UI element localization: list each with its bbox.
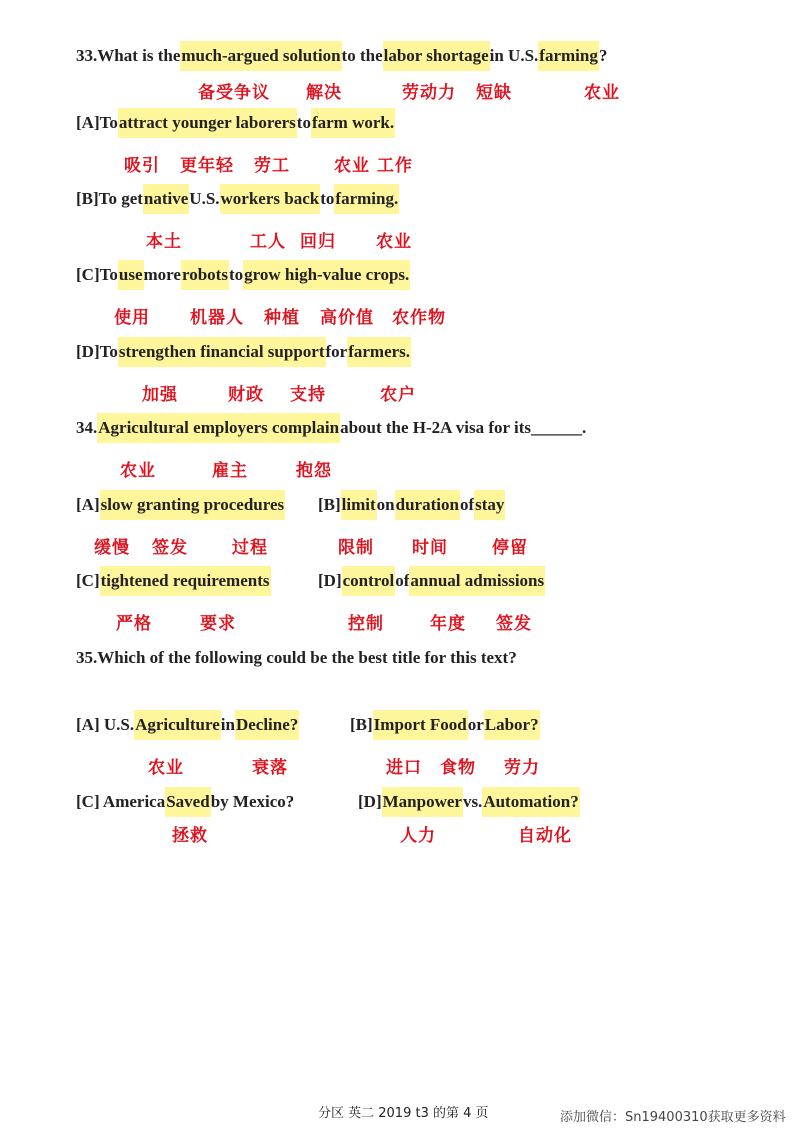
q34-option-c[interactable]: [C]tightened requirements xyxy=(76,566,271,596)
annotation: 本土 xyxy=(146,232,182,252)
annotation: 限制 xyxy=(338,538,374,558)
q35-option-b[interactable]: [B]Import FoodorLabor? xyxy=(350,710,540,740)
annotation: 年度 xyxy=(430,614,466,634)
annotation: 缓慢 xyxy=(94,538,130,558)
annotation: 解决 xyxy=(306,83,342,103)
annotation: 支持 xyxy=(290,385,326,405)
annotation: 衰落 xyxy=(252,758,288,778)
annotation: 食物 xyxy=(440,758,476,778)
q33-option-c[interactable]: [C]Tousemorerobotstogrow high-value crops. xyxy=(76,260,410,290)
annotation: 高价值 xyxy=(320,308,374,328)
q35-option-c[interactable]: [C] AmericaSavedby Mexico? xyxy=(76,787,294,817)
annotation: 人力 xyxy=(400,826,436,846)
annotation: 进口 xyxy=(386,758,422,778)
annotation: 农业 xyxy=(584,83,620,103)
annotation: 雇主 xyxy=(212,461,248,481)
annotation: 控制 xyxy=(348,614,384,634)
annotation: 停留 xyxy=(492,538,528,558)
annotation: 农业 xyxy=(148,758,184,778)
annotation: 机器人 xyxy=(190,308,244,328)
annotation: 严格 xyxy=(116,614,152,634)
annotation: 自动化 xyxy=(518,826,572,846)
annotation: 农业 xyxy=(120,461,156,481)
annotation: 农业 xyxy=(376,232,412,252)
annotation: 农户 xyxy=(380,385,416,405)
q34-option-a[interactable]: [A]slow granting procedures xyxy=(76,490,285,520)
annotation: 备受争议 xyxy=(198,83,270,103)
page-number-label: 分区 英二 2019 t3 的第 4 页 xyxy=(318,1106,489,1121)
q33-option-b[interactable]: [B]To getnativeU.S.workers backtofarming. xyxy=(76,184,399,214)
annotation: 吸引 xyxy=(124,156,160,176)
q33-question: 33.What is themuch-argued solutionto thelabor shortagein U.S.farming? xyxy=(76,41,607,71)
annotation: 劳动力 xyxy=(402,83,456,103)
q33-option-a[interactable]: [A]Toattract younger laborerstofarm work. xyxy=(76,108,395,138)
q34-option-b[interactable]: [B]limitondurationofstay xyxy=(318,490,505,520)
q33-option-d[interactable]: [D]Tostrengthen financial supportforfarmers. xyxy=(76,337,411,367)
annotation: 拯救 xyxy=(172,826,208,846)
watermark-text: 添加微信：Sn19400310获取更多资料 xyxy=(560,1110,786,1125)
annotation: 签发 xyxy=(496,614,532,634)
annotation: 财政 xyxy=(228,385,264,405)
page-footer xyxy=(0,1102,800,1125)
q35-question: 35.Which of the following could be the best title for this text? xyxy=(76,648,517,667)
annotation: 回归 xyxy=(300,232,336,252)
annotation: 劳力 xyxy=(504,758,540,778)
annotation: 农作物 xyxy=(392,308,446,328)
annotation: 加强 xyxy=(142,385,178,405)
annotation: 劳工 xyxy=(254,156,290,176)
annotation: 工人 xyxy=(250,232,286,252)
annotation: 短缺 xyxy=(476,83,512,103)
q34-option-d[interactable]: [D]controlofannual admissions xyxy=(318,566,545,596)
annotation: 要求 xyxy=(200,614,236,634)
annotation: 抱怨 xyxy=(296,461,332,481)
annotation: 农业 工作 xyxy=(334,156,413,176)
annotation: 过程 xyxy=(232,538,268,558)
annotation: 使用 xyxy=(114,308,150,328)
q34-question: 34.Agricultural employers complainabout the H-2A visa for its______. xyxy=(76,413,586,443)
annotation: 种植 xyxy=(264,308,300,328)
annotation: 签发 xyxy=(152,538,188,558)
annotation: 时间 xyxy=(412,538,448,558)
q35-option-d[interactable]: [D]Manpowervs.Automation? xyxy=(358,787,580,817)
q35-option-a[interactable]: [A] U.S.AgricultureinDecline? xyxy=(76,710,299,740)
annotation: 更年轻 xyxy=(180,156,234,176)
